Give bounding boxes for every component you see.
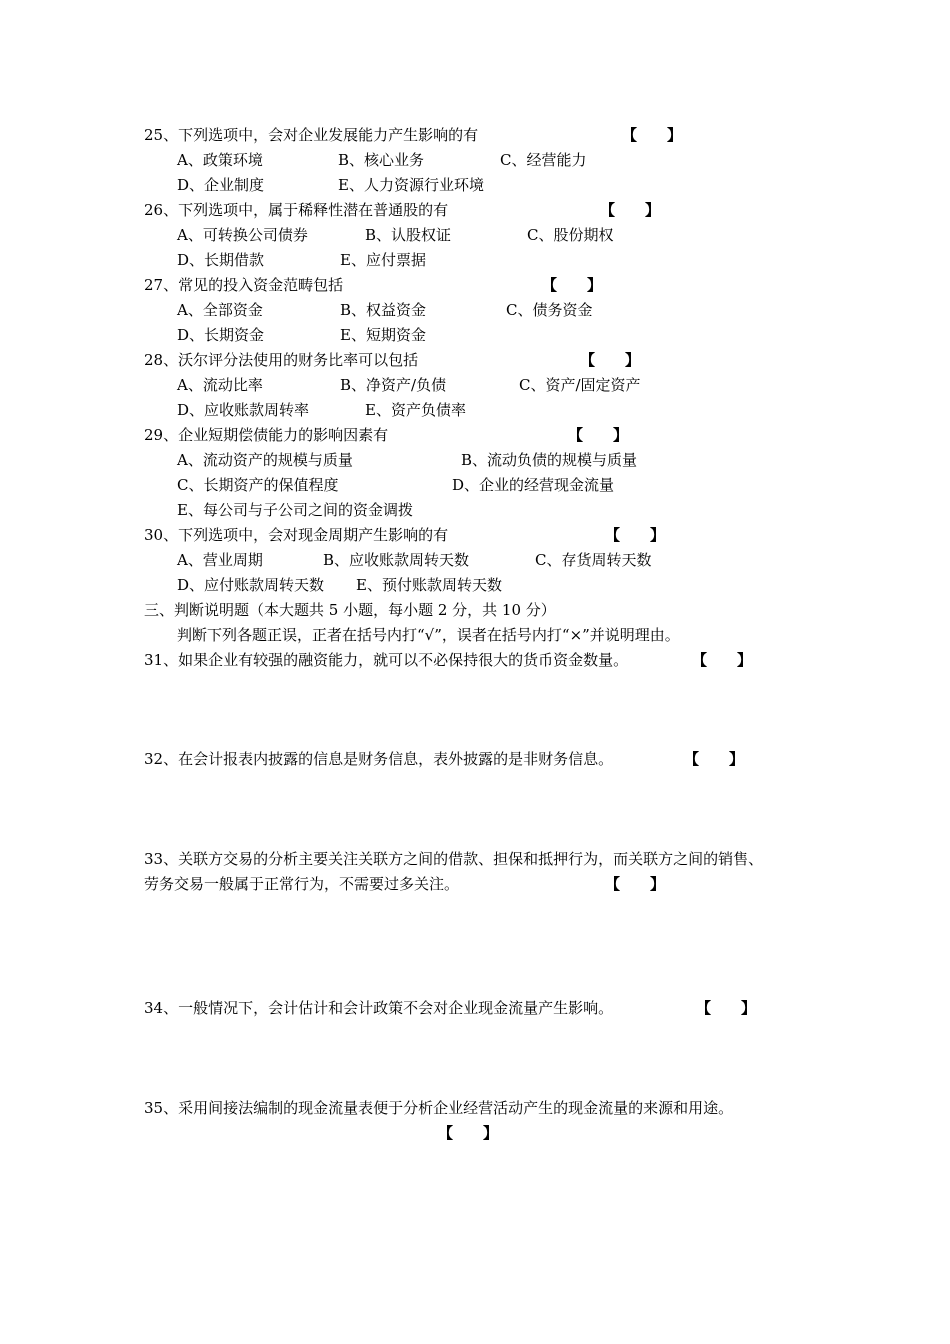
option-c: C、债务资金 [506,301,593,319]
answer-bracket-25: 【 】 [622,126,683,144]
judgment-33: 33、关联方交易的分析主要关注关联方之间的借款、担保和抵押行为，而关联方之间的销售、 [144,850,764,868]
option-a: A、政策环境 [177,151,263,169]
answer-bracket-33: 【 】 [605,875,666,893]
question-28: 28、沃尔评分法使用的财务比率可以包括 [144,351,419,369]
option-d: D、企业制度 [177,176,265,194]
option-b: B、应收账款周转天数 [323,551,470,569]
answer-bracket-29: 【 】 [568,426,629,444]
question-30: 30、下列选项中，会对现金周期产生影响的有 [144,526,449,544]
option-b: B、净资产/负债 [340,376,447,394]
option-d: D、企业的经营现金流量 [452,476,615,494]
question-27: 27、常见的投入资金范畴包括 [144,276,344,294]
option-b: B、认股权证 [365,226,452,244]
option-c: C、股份期权 [527,226,614,244]
option-e: E、人力资源行业环境 [338,176,484,194]
judgment-34: 34、一般情况下，会计估计和会计政策不会对企业现金流量产生影响。 [144,999,614,1017]
judgment-33-continued: 劳务交易一般属于正常行为，不需要过多关注。 [144,875,460,893]
option-c: C、存货周转天数 [535,551,652,569]
section-instruction: 判断下列各题正误，正者在括号内打“√”，误者在括号内打“×”并说明理由。 [177,626,680,644]
question-26: 26、下列选项中，属于稀释性潜在普通股的有 [144,201,449,219]
option-e: E、短期资金 [340,326,426,344]
option-a: A、可转换公司债券 [177,226,308,244]
answer-bracket-34: 【 】 [696,999,757,1017]
option-e: E、资产负债率 [365,401,466,419]
question-25: 25、下列选项中，会对企业发展能力产生影响的有 [144,126,479,144]
answer-bracket-32: 【 】 [684,750,745,768]
option-a: A、流动资产的规模与质量 [177,451,353,469]
judgment-35: 35、采用间接法编制的现金流量表便于分析企业经营活动产生的现金流量的来源和用途。 [144,1099,734,1117]
option-a: A、流动比率 [177,376,263,394]
option-e: E、预付账款周转天数 [356,576,502,594]
answer-bracket-26: 【 】 [600,201,661,219]
option-a: A、全部资金 [177,301,263,319]
option-d: D、长期资金 [177,326,265,344]
option-c: C、资产/固定资产 [519,376,641,394]
option-a: A、营业周期 [177,551,263,569]
option-c: C、经营能力 [500,151,587,169]
option-e: E、应付票据 [340,251,426,269]
answer-bracket-28: 【 】 [580,351,641,369]
option-d: D、长期借款 [177,251,265,269]
section-title: 三、判断说明题（本大题共 5 小题，每小题 2 分，共 10 分） [144,601,556,619]
option-b: B、流动负债的规模与质量 [461,451,638,469]
judgment-31: 31、如果企业有较强的融资能力，就可以不必保持很大的货币资金数量。 [144,651,629,669]
option-b: B、核心业务 [338,151,425,169]
judgment-32: 32、在会计报表内披露的信息是财务信息，表外披露的是非财务信息。 [144,750,614,768]
answer-bracket-35: 【 】 [438,1124,499,1142]
option-d: D、应收账款周转率 [177,401,310,419]
option-e: E、每公司与子公司之间的资金调拨 [177,501,413,519]
question-29: 29、企业短期偿债能力的影响因素有 [144,426,389,444]
answer-bracket-30: 【 】 [605,526,666,544]
option-b: B、权益资金 [340,301,427,319]
answer-bracket-31: 【 】 [692,651,753,669]
option-c: C、长期资产的保值程度 [177,476,339,494]
option-d: D、应付账款周转天数 [177,576,325,594]
answer-bracket-27: 【 】 [542,276,603,294]
